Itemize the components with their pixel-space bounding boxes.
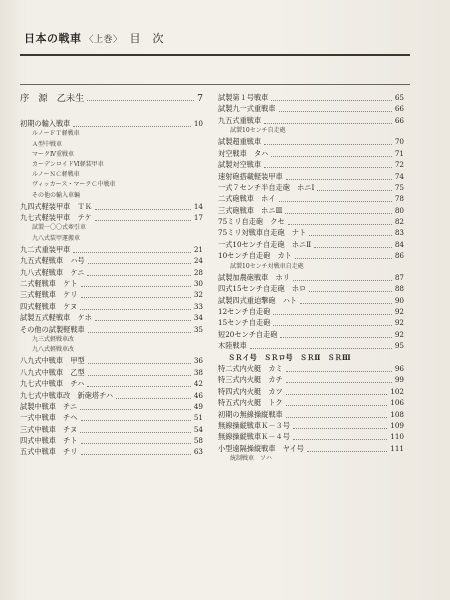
toc-entry-title: 一式10センチ自走砲 ホニⅡ	[218, 239, 312, 249]
toc-page-number: 66	[394, 115, 404, 125]
toc-entry	[20, 448, 203, 459]
leader-dots	[288, 224, 392, 225]
toc-entry-title: ＳＲイ号 ＳＲロ号 ＳＲⅡ ＳＲⅢ	[228, 352, 351, 362]
toc-entry-title: ヴィッカース・マークＣ中戦車	[32, 181, 116, 189]
toc-entry-title: 短20センチ自走砲	[218, 329, 278, 339]
leader-dots	[309, 235, 392, 236]
toc-page-number: 86	[394, 251, 404, 261]
toc-column-left	[20, 94, 203, 460]
leader-dots	[286, 394, 387, 395]
toc-entry-title: 三式中戦車 チヌ	[20, 424, 78, 434]
toc-page-number: 7	[197, 93, 203, 104]
toc-entry-title: その他の試製軽戦車	[20, 324, 85, 334]
volume-label: 〈上巻〉	[84, 35, 123, 45]
toc-page-number: 71	[394, 148, 404, 158]
leader-dots	[307, 451, 387, 452]
leader-dots	[95, 209, 191, 210]
leader-dots	[286, 179, 392, 180]
toc-entry-title: 八九式中戦車 甲型	[20, 356, 85, 366]
toc-page-number: 63	[193, 447, 203, 457]
toc-page-number: 28	[193, 267, 203, 277]
toc-entry-title: 試製第１号戦車	[218, 93, 269, 102]
toc-page-number: 72	[394, 160, 404, 170]
toc-entry	[218, 342, 404, 353]
toc-page-number: 92	[394, 307, 404, 317]
leader-dots	[80, 432, 191, 433]
toc-subentry	[20, 182, 203, 192]
toc-entry-title: 九三式軽戦車改	[32, 335, 75, 343]
toc-entry-title: 12センチ自走砲	[218, 307, 271, 317]
toc-page-number: 95	[394, 341, 404, 351]
toc-entry-title: 特四式内火艇 カツ	[218, 386, 283, 396]
leader-dots	[273, 325, 392, 326]
leader-dots	[279, 201, 392, 202]
toc-entry-title: 三式軽戦車 ケリ	[20, 290, 78, 300]
leader-dots	[80, 409, 191, 410]
leader-dots	[314, 247, 392, 248]
leader-dots	[300, 303, 392, 304]
toc-page-number: 84	[394, 239, 404, 249]
leader-dots	[286, 371, 392, 372]
leader-dots	[81, 454, 191, 455]
toc-entry-title: 四式15センチ自走砲 ホロ	[218, 284, 307, 294]
toc-page-number: 102	[390, 386, 404, 396]
toc-entry-title: 小型遠隔操縦戦車 ヤイ号	[218, 443, 304, 453]
toc-page-number: 54	[193, 424, 203, 434]
toc-entry-title: 試製超重戦車	[218, 137, 262, 147]
leader-dots	[87, 386, 191, 387]
toc-entry-title: 木陸戦車	[218, 341, 247, 351]
leader-dots	[286, 382, 392, 383]
toc-page-number: 82	[394, 217, 404, 227]
toc-entry-title: 試製五式軽戦車 ケホ	[20, 313, 92, 323]
toc-entry	[20, 94, 203, 110]
toc-entry-title: 九八式軽戦車改	[32, 346, 75, 354]
toc-entry	[20, 257, 203, 268]
leader-dots	[279, 111, 392, 112]
leader-dots	[73, 126, 191, 127]
toc-page-number: 78	[394, 194, 404, 204]
toc-page-number: 33	[193, 301, 203, 311]
toc-page-number: 14	[193, 201, 203, 211]
leader-dots	[80, 309, 191, 310]
toc-entry-title: 九七式中戦車 チハ	[20, 379, 85, 389]
toc-page-number: 99	[394, 375, 404, 385]
toc-page-number: 87	[394, 272, 404, 282]
toc-page-number: 88	[394, 284, 404, 294]
toc-entry-title: 二式軽戦車 ケト	[20, 279, 78, 289]
toc-entry-title: 九八式装甲運搬車	[32, 234, 81, 242]
toc-entry-title: カーデンロイドⅥ軽装甲車	[32, 160, 104, 168]
leader-dots	[95, 220, 191, 221]
leader-dots	[286, 405, 387, 406]
toc-column-right	[218, 94, 404, 466]
toc-page-number: 66	[394, 104, 404, 114]
toc-entry-title: 三式砲戦車 ホニⅢ	[218, 205, 283, 215]
toc-page-number: 30	[193, 279, 203, 289]
leader-dots	[87, 275, 191, 276]
toc-entry-title: 五式中戦車 チリ	[20, 447, 78, 457]
toc-page-number: 51	[193, 413, 203, 423]
toc-entry-title: 序 源 乙未生	[20, 93, 85, 104]
toc-page-number: 80	[394, 205, 404, 215]
toc-subentry	[218, 456, 404, 466]
toc-entry-title: 試製加農砲戦車 ホリ	[218, 272, 290, 282]
leader-dots	[264, 123, 392, 124]
book-title: 日本の戦車	[24, 32, 82, 45]
toc-entry	[20, 380, 203, 391]
leader-dots	[309, 291, 392, 292]
toc-entry-title: 試製中戦車 チニ	[20, 401, 78, 411]
page-header	[24, 30, 404, 52]
leader-dots	[81, 443, 191, 444]
toc-entry-title: 四式中戦車 チト	[20, 436, 78, 446]
leader-dots	[293, 439, 387, 440]
leader-dots	[317, 190, 392, 191]
leader-dots	[88, 375, 191, 376]
toc-page-number: 49	[193, 401, 203, 411]
leader-dots	[286, 417, 387, 418]
header-rule	[20, 54, 410, 56]
toc-page-number: 90	[394, 295, 404, 305]
toc-entry	[218, 161, 404, 172]
toc-entry	[20, 414, 203, 425]
toc-page-number: 75	[394, 182, 404, 192]
toc-page-number: 108	[390, 409, 404, 419]
toc-entry	[218, 399, 404, 410]
toc-entry-title: 九二式重装甲車	[20, 244, 71, 254]
toc-entry-title: マークⅣ重戦車	[32, 150, 74, 158]
leader-dots	[88, 332, 191, 333]
leader-dots	[293, 280, 392, 281]
toc-entry	[218, 285, 404, 296]
leader-dots	[88, 363, 191, 364]
toc-page-number: 36	[193, 356, 203, 366]
toc-entry-title: 試製一〇〇式牽引車	[32, 224, 87, 232]
toc-page-number: 109	[390, 420, 404, 430]
toc-entry	[218, 195, 404, 206]
leader-dots	[88, 263, 191, 264]
toc-entry-title: 二式砲戦車 ホイ	[218, 194, 276, 204]
leader-dots	[264, 144, 392, 145]
toc-page-number: 42	[193, 379, 203, 389]
toc-entry-title: 対空戦車 タハ	[218, 148, 269, 158]
toc-entry	[218, 433, 404, 444]
toc-entry-title: 無線操縦戦車Ｋ－４号	[218, 432, 290, 442]
toc-entry-title: 初期の輸入戦車	[20, 119, 71, 128]
toc-entry-title: 一式中戦車 チヘ	[20, 413, 78, 423]
toc-entry-title: 初期の無線操縦戦車	[218, 409, 283, 419]
toc-entry-title: 九五式軽戦車 ハ号	[20, 256, 85, 266]
toc-entry-title: ルノーＦＴ軽戦車	[32, 130, 80, 138]
toc-entry-title: 試製九一式重戦車	[218, 104, 276, 114]
toc-page-number: 106	[390, 398, 404, 408]
leader-dots	[295, 258, 392, 259]
toc-entry-title: 四式軽戦車 ケヌ	[20, 301, 78, 311]
toc-entry-title: 75ミリ対戦車自走砲 ナト	[218, 228, 307, 238]
leader-dots	[73, 252, 191, 253]
leader-dots	[271, 100, 392, 101]
toc-entry-title: 試製対空戦車	[218, 160, 262, 170]
toc-entry-title: 九八式軽戦車 ケニ	[20, 267, 85, 277]
toc-page-number: 96	[394, 363, 404, 373]
leader-dots	[293, 428, 387, 429]
toc-entry	[218, 252, 404, 263]
toc-page-number: 38	[193, 367, 203, 377]
toc-entry-title: 試製四式重迫撃砲 ハト	[218, 295, 297, 305]
toc-page-number: 34	[193, 313, 203, 323]
toc-page-number: 10	[193, 119, 203, 128]
leader-dots	[81, 420, 191, 421]
toc-entry-title: 15センチ自走砲	[218, 318, 271, 328]
toc-entry-title: 特三式内火艇 カチ	[218, 375, 283, 385]
leader-dots	[250, 348, 392, 349]
leader-dots	[116, 398, 191, 399]
toc-entry-title: 九四式軽装甲車 ＴＫ	[20, 201, 92, 211]
leader-dots	[285, 213, 392, 214]
toc-entry-title: その他の輸入車輛	[32, 191, 81, 199]
toc-page-number: 24	[193, 256, 203, 266]
toc-page-number: 83	[394, 228, 404, 238]
leader-dots	[81, 286, 191, 287]
toc-entry-title: 九七式軽装甲車 テケ	[20, 213, 92, 223]
toc-page-number: 74	[394, 171, 404, 181]
toc-page-number: 110	[390, 432, 404, 442]
toc-page-number: 21	[193, 244, 203, 254]
toc-entry-title: 試製10センチ自走砲	[230, 127, 286, 135]
toc-page-number: 17	[193, 213, 203, 223]
toc-page-number: 92	[394, 329, 404, 339]
toc-heading: 目 次	[129, 32, 165, 45]
leader-dots	[271, 156, 392, 157]
toc-entry-title: 試製10センチ対戦車自走砲	[230, 262, 304, 270]
toc-entry-title: 特五式内火艇 トク	[218, 398, 283, 408]
toc-entry-title: 無線操縦戦車Ｋ－３号	[218, 420, 290, 430]
toc-page-number: 92	[394, 318, 404, 328]
toc-page-number: 46	[193, 390, 203, 400]
toc-entry-title: 一式７センチ半自走砲 ホニⅠ	[218, 182, 315, 192]
toc-entry-title: 75ミリ自走砲 クセ	[218, 217, 285, 227]
toc-entry-title: Ａ型中戦車	[32, 140, 63, 148]
header-rule-thin	[20, 84, 410, 85]
leader-dots	[81, 297, 191, 298]
toc-page-number: 32	[193, 290, 203, 300]
toc-entry-title: 10センチ自走砲 カト	[218, 251, 292, 261]
toc-entry-title: 九七式中戦車改 新砲塔チハ	[20, 390, 114, 400]
leader-dots	[264, 167, 392, 168]
toc-entry-title: ルノーＮＣ軽戦車	[32, 171, 80, 179]
toc-entry-title: 特二式内火艇 カミ	[218, 363, 283, 373]
toc-entry-title: 八九式中戦車 乙型	[20, 367, 85, 377]
toc-entry	[20, 314, 203, 325]
leader-dots	[273, 314, 392, 315]
toc-page-number: 35	[193, 324, 203, 334]
toc-page-number: 70	[394, 137, 404, 147]
leader-dots	[280, 337, 392, 338]
toc-entry-title: 速射砲搭載軽装甲車	[218, 171, 283, 181]
toc-page-number: 65	[394, 93, 404, 102]
toc-entry-title: 九五式重戦車	[218, 115, 262, 125]
leader-dots	[87, 100, 194, 101]
toc-page-number: 58	[193, 436, 203, 446]
toc-page-number: 111	[390, 443, 404, 453]
leader-dots	[95, 320, 191, 321]
toc-entry-title: 統制戦車 ソハ	[230, 455, 272, 463]
